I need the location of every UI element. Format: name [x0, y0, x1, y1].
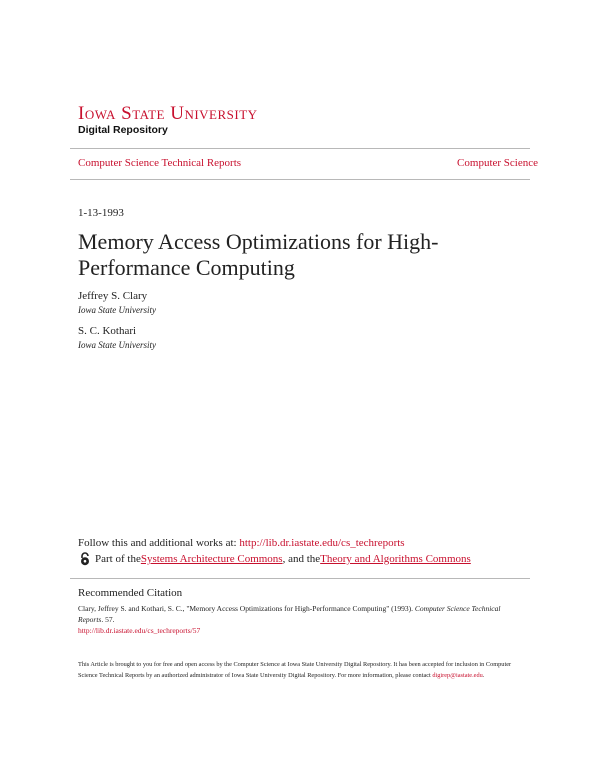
follow-url-link[interactable]: http://lib.dr.iastate.edu/cs_techreports	[239, 537, 405, 549]
citation-rule	[70, 578, 530, 579]
header-rule-top	[70, 148, 530, 149]
disclaimer	[78, 659, 518, 681]
author-name: Jeffrey S. Clary	[78, 290, 148, 302]
follow-line	[78, 537, 405, 549]
citation-url-link[interactable]: http://lib.dr.iastate.edu/cs_techreports/57	[78, 626, 201, 635]
citation-body: Clary, Jeffrey S. and Kothari, S. C., "Memory Access Optimizations for High-Performance Computing" (1993).	[78, 604, 415, 613]
university-logo	[78, 104, 258, 137]
author-affiliation: Iowa State University	[78, 305, 156, 315]
paper-title: Memory Access Optimizations for High-Performance Computing	[78, 229, 439, 280]
header-rule-bottom	[70, 179, 530, 180]
contact-email-link[interactable]: digirep@iastate.edu	[432, 672, 483, 679]
part-of-line	[78, 552, 471, 566]
citation-text	[78, 603, 518, 636]
author-name: S. C. Kothari	[78, 325, 137, 337]
publication-date: 1-13-1993	[78, 207, 124, 219]
citation-number: . 57.	[101, 615, 115, 624]
series-link[interactable]: Computer Science Technical Reports	[78, 157, 242, 169]
part-of-middle: , and the	[282, 553, 321, 565]
repository-name: Digital Repository	[78, 124, 168, 136]
citation-heading: Recommended Citation	[78, 587, 183, 599]
systems-architecture-commons-link[interactable]: Systems Architecture Commons	[140, 553, 283, 565]
theory-algorithms-commons-link[interactable]: Theory and Algorithms Commons	[320, 553, 471, 565]
department-link[interactable]: Computer Science	[457, 157, 538, 169]
author-affiliation: Iowa State University	[78, 340, 156, 350]
open-access-lock-icon	[78, 552, 92, 566]
citation-series: Computer Science Technical Reports	[78, 604, 501, 624]
follow-prefix: Follow this and additional works at:	[78, 537, 240, 549]
disclaimer-text: This Article is brought to you for free and open access by the Computer Science at Iowa State University Digital Repository. It has been accepted for inclusion in Computer Science Technical Reports by an authorized administrator of Iowa State University Digital Repository. For more information, please contact	[78, 661, 512, 679]
university-name: Iowa State University	[78, 103, 258, 124]
disclaimer-end: .	[482, 672, 485, 679]
part-of-prefix: Part of the	[95, 553, 141, 565]
